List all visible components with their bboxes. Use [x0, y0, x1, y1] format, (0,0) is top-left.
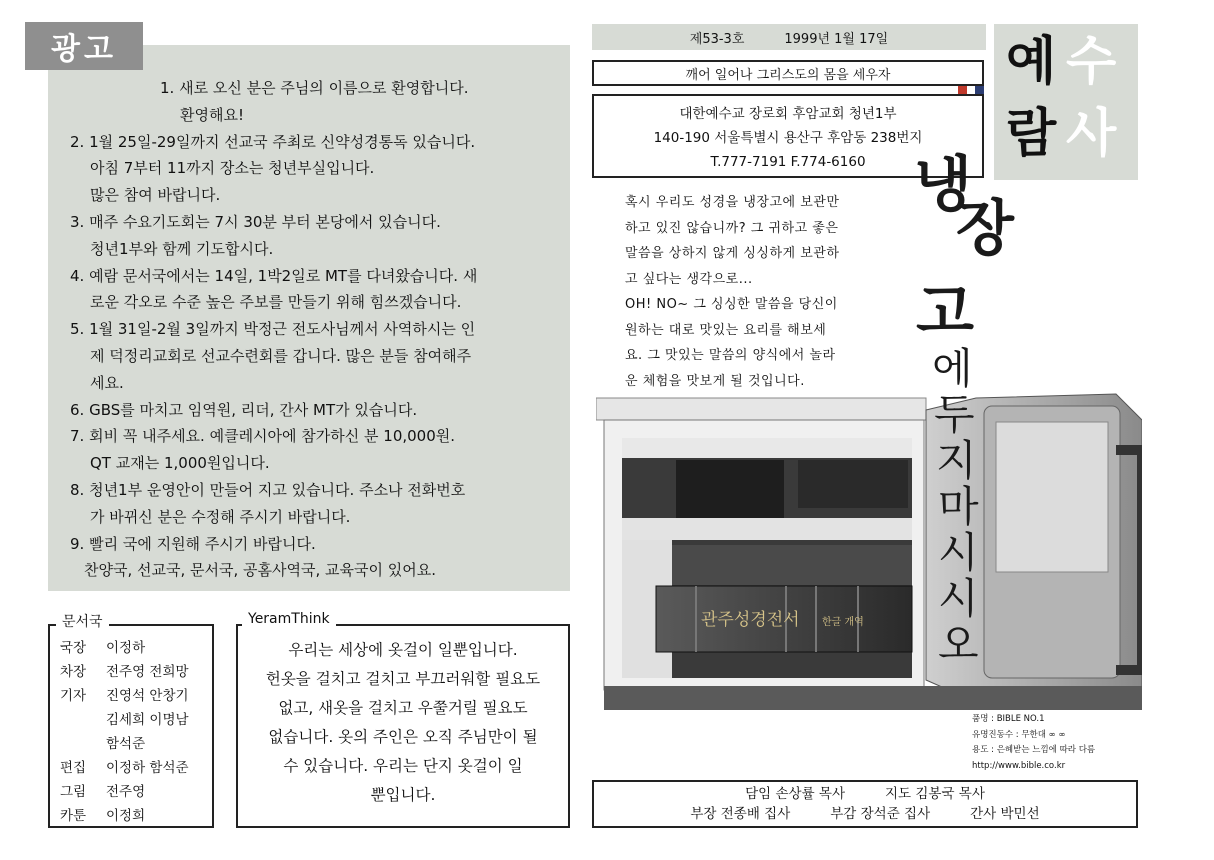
staff-row — [60, 732, 189, 756]
motto-box: 깨어 일어나 그리스도의 몸을 세우자 — [592, 60, 984, 86]
think-line: 없습니다. 옷의 주인은 오직 주님만이 될 — [268, 728, 538, 746]
announcement-line: 로운 각오로 수준 높은 주보를 만들기 위해 힘쓰겠습니다. — [90, 293, 462, 312]
logo-char-3: 람 — [1006, 104, 1057, 164]
staff-names: 진영석 안창기 — [106, 688, 189, 704]
title-small-char: 시 — [938, 528, 979, 577]
announcement-line: 5. 1월 31일-2월 3일까지 박정근 전도사님께서 사역하시는 인 — [70, 320, 476, 339]
issue-date-bar — [592, 24, 986, 50]
intro-line: 고 싶다는 생각으로... — [625, 271, 753, 287]
announcement-list — [62, 75, 562, 584]
announcement-line: 4. 예람 문서국에서는 14일, 1박2일로 MT를 다녀왔습니다. 새 — [70, 266, 478, 285]
staff-names: 이정하 함석준 — [106, 760, 189, 776]
title-small-char: 시 — [938, 574, 979, 623]
staff-list — [60, 636, 189, 828]
staff-names: 전주영 전희망 — [106, 664, 189, 680]
staff-title: 문서국 — [56, 611, 109, 631]
pastor-row-1 — [594, 784, 1136, 804]
pastor-name: 지도 김봉국 목사 — [885, 786, 985, 802]
title-small-char: 오 — [938, 620, 979, 669]
announcement-line: 환영해요! — [180, 105, 244, 124]
staff-role: 기자 — [60, 688, 87, 704]
staff-role: 차장 — [60, 664, 87, 680]
think-line: 없고, 새옷을 걸치고 우쭐거릴 필요도 — [278, 699, 528, 717]
announcement-line: 8. 청년1부 운영안이 만들어 지고 있습니다. 주소나 전화번호 — [70, 480, 466, 499]
logo-char-1: 예 — [1006, 32, 1057, 92]
intro-line: 운 체험을 맛보게 될 것입니다. — [625, 373, 805, 389]
logo-yeramsa — [994, 24, 1138, 180]
pastor-name: 부장 전종배 집사 — [690, 806, 791, 822]
intro-line: OH! NO~ 그 싱싱한 말씀을 당신이 — [625, 297, 838, 312]
staff-role: 그림 — [60, 784, 87, 800]
announcement-line: 청년1부와 함께 기도합시다. — [90, 239, 274, 258]
title-big-char: 고 — [916, 278, 974, 348]
intro-line: 요. 그 맛있는 말씀의 양식에서 놀라 — [625, 348, 836, 363]
announcement-line: 1. 새로 오신 분은 주님의 이름으로 환영합니다. — [160, 79, 469, 97]
think-line: 뿐입니다. — [370, 786, 436, 804]
issue-date: 1999년 1월 17일 — [784, 31, 889, 47]
staff-row — [60, 756, 189, 780]
staff-row — [60, 780, 189, 804]
staff-row — [60, 636, 189, 660]
title-big-char: 냉 — [914, 150, 972, 220]
staff-role: 카툰 — [60, 808, 87, 824]
product-line: http://www.bible.co.kr — [972, 760, 1066, 771]
pastor-row-2 — [594, 804, 1136, 824]
announcement-title: 광고 — [25, 22, 143, 70]
staff-role: 편집 — [60, 760, 87, 776]
announcement-line: 9. 빨리 국에 지원해 주시기 바랍니다. — [70, 534, 316, 553]
intro-line: 원하는 대로 맛있는 요리를 해보세 — [625, 322, 827, 338]
title-small-char: 에 — [932, 344, 973, 393]
title-small-char: 마 — [938, 482, 979, 531]
staff-names: 전주영 — [106, 784, 146, 800]
church-line: T.777-7191 F.774-6160 — [710, 154, 866, 170]
title-small-char: 지 — [936, 436, 977, 485]
intro-line: 말씀을 상하지 않게 싱싱하게 보관하 — [625, 246, 840, 261]
intro-paragraph — [625, 190, 889, 394]
staff-role: 국장 — [60, 640, 87, 656]
think-title: YeramThink — [242, 611, 336, 627]
think-line: 헌옷을 걸치고 걸치고 부끄러워할 필요도 — [265, 670, 541, 688]
staff-row — [60, 804, 189, 828]
staff-row — [60, 660, 189, 684]
vertical-title — [914, 150, 1014, 670]
title-big-char: 장 — [956, 194, 1014, 264]
church-line: 140-190 서울특별시 용산구 후암동 238번지 — [653, 130, 923, 146]
product-line: 용도 : 은혜받는 느낌에 따라 다름 — [972, 745, 1096, 755]
announcement-line: 2. 1월 25일-29일까지 선교국 주최로 신약성경통독 있습니다. — [70, 132, 476, 151]
announcement-line: 찬양국, 선교국, 문서국, 공홈사역국, 교육국이 있어요. — [84, 561, 436, 580]
intro-line: 혹시 우리도 성경을 냉장고에 보관만 — [625, 195, 840, 210]
pastor-name: 부감 장석준 집사 — [830, 806, 931, 822]
logo-char-4: 사 — [1066, 104, 1117, 164]
announcement-line: 3. 매주 수요기도회는 7시 30분 부터 본당에서 있습니다. — [70, 212, 441, 231]
title-small-char: 두 — [934, 390, 975, 439]
pastor-box — [592, 780, 1138, 828]
think-line: 수 있습니다. 우리는 단지 옷걸이 일 — [283, 757, 523, 775]
staff-row — [60, 708, 189, 732]
product-line: 유명진동수 : 무한대 ∞ ∞ — [972, 729, 1066, 740]
church-line: 대한예수교 장로회 후암교회 청년1부 — [679, 106, 897, 122]
announcement-line: 6. GBS를 마치고 임역원, 리더, 간사 MT가 있습니다. — [70, 400, 418, 419]
product-line: 품명 : BIBLE NO.1 — [972, 714, 1045, 724]
logo-char-2: 수 — [1066, 32, 1117, 92]
bible-spine-text-2: 한글 개역 — [822, 617, 864, 628]
think-line: 우리는 세상에 옷걸이 일뿐입니다. — [288, 641, 518, 659]
announcement-line: 가 바뀌신 분은 수정해 주시기 바랍니다. — [90, 507, 351, 526]
staff-names: 이정하 — [106, 640, 146, 656]
staff-names: 이정희 — [106, 808, 146, 824]
announcement-line: 아침 7부터 11까지 장소는 청년부실입니다. — [90, 159, 375, 178]
staff-names: 김세희 이명남 — [106, 712, 189, 728]
staff-row — [60, 684, 189, 708]
issue-number: 제53-3호 — [689, 31, 745, 47]
announcement-line: 7. 회비 꼭 내주세요. 예클레시아에 참가하신 분 10,000원. — [70, 427, 456, 446]
product-label — [972, 712, 1095, 774]
intro-line: 하고 있진 않습니까? 그 귀하고 좋은 — [625, 220, 839, 236]
pastor-name: 담임 손상률 목사 — [745, 786, 845, 802]
think-text — [240, 636, 566, 810]
staff-names: 함석준 — [106, 736, 146, 752]
announcement-line: 많은 참여 바랍니다. — [90, 186, 221, 205]
announcement-line: 제 덕정리교회로 선교수련회를 갑니다. 많은 분들 참여해주 — [90, 346, 472, 365]
bible-spine-text: 관주성경전서 — [701, 610, 800, 630]
staff-role — [60, 708, 106, 732]
pastor-name: 간사 박민선 — [970, 806, 1040, 822]
announcement-line: 세요. — [90, 373, 124, 392]
announcement-line: QT 교재는 1,000원입니다. — [90, 454, 270, 473]
staff-role — [60, 732, 106, 756]
